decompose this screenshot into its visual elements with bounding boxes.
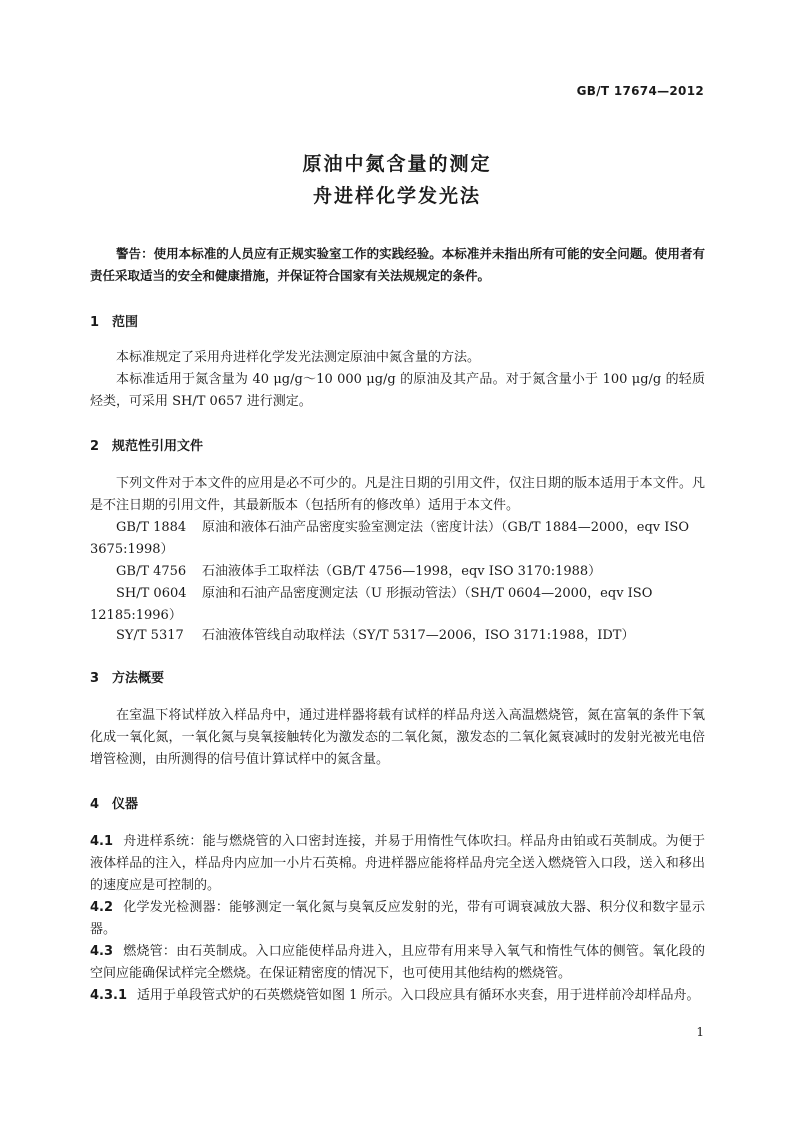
section-4-number: 4 [90,797,100,812]
section-3-heading [90,667,164,686]
reference-code: SH/T 0604 [116,586,187,601]
reference-item [90,517,705,561]
section-4-title: 仪器 [112,797,139,812]
clause-text: 燃烧管：由石英制成。入口应能使样品舟进入，且应带有用来导入氧气和惰性气体的侧管。氧化段的空间应能确保试样完全燃烧。在保证精密度的情况下，也可使用其他结构的燃烧管。 [90,944,705,981]
clause-4-2 [90,897,705,941]
section-2-number: 2 [90,439,100,454]
clause-text: 舟进样系统：能与燃烧管的入口密封连接，并易于用惰性气体吹扫。样品舟由铂或石英制成。为便于液体样品的注入，样品舟内应加一小片石英棉。舟进样器应能将样品舟完全送入燃烧管入口段，送入和移出的速度应是可控制的。 [90,834,705,893]
clause-4-3-1 [90,985,705,1007]
page-number: 1 [696,1025,704,1039]
section-1-para-2: 本标准适用于氮含量为 40 μg/g～10 000 μg/g 的原油及其产品。对于氮含量小于 100 μg/g 的轻质烃类，可采用 SH/T 0657 进行测定。 [90,372,705,409]
clause-4-3 [90,941,705,985]
section-3-number: 3 [90,671,100,686]
clause-number: 4.2 [90,900,114,915]
reference-text: 石油液体管线自动取样法（SY/T 5317—2006，ISO 3171:1988，IDT） [202,628,635,643]
document-title-line2: 舟进样化学发光法 [312,185,481,207]
clause-number: 4.3.1 [90,988,128,1003]
document-title-line1: 原油中氮含量的测定 [302,153,492,175]
reference-text: 石油液体手工取样法（GB/T 4756—1998，eqv ISO 3170:1988） [202,564,602,579]
reference-text: 原油和石油产品密度测定法（U 形振动管法）（SH/T 0604—2000，eqv ISO 12185:1996） [90,586,653,623]
reference-text: 原油和液体石油产品密度实验室测定法（密度计法）（GB/T 1884—2000，eqv ISO 3675:1998） [90,520,689,557]
section-1-title: 范围 [112,315,139,330]
warning-paragraph: 警告：使用本标准的人员应有正规实验室工作的实践经验。本标准并未指出所有可能的安全问题。使用者有责任采取适当的安全和健康措施，并保证符合国家有关法规规定的条件。 [90,246,705,283]
reference-item [90,625,705,647]
section-2-para-1: 下列文件对于本文件的应用是必不可少的。凡是注日期的引用文件，仅注日期的版本适用于本文件。凡是不注日期的引用文件，其最新版本（包括所有的修改单）适用于本文件。 [90,476,705,513]
reference-code: GB/T 4756 [116,564,187,579]
standard-number: GB/T 17674—2012 [576,84,704,98]
clause-text: 适用于单段管式炉的石英燃烧管如图 1 所示。入口段应具有循环水夹套，用于进样前冷却样品舟。 [137,988,700,1003]
clause-text: 化学发光检测器：能够测定一氧化氮与臭氧反应发射的光，带有可调衰减放大器、积分仪和数字显示器。 [90,900,705,937]
clause-4-1 [90,831,705,897]
section-3-para-1: 在室温下将试样放入样品舟中，通过进样器将载有试样的样品舟送入高温燃烧管，氮在富氧的条件下氧化成一氧化氮，一氧化氮与臭氧接触转化为激发态的二氧化氮，激发态的二氧化氮衰减时的发射光被光电倍增管检测，由所测得的信号值计算试样中的氮含量。 [90,708,705,767]
section-3-title: 方法概要 [112,671,165,686]
section-2-heading [90,435,203,454]
section-1-heading [90,311,138,330]
section-1-para-1: 本标准规定了采用舟进样化学发光法测定原油中氮含量的方法。 [116,350,481,365]
reference-item [90,561,705,583]
clause-number: 4.1 [90,834,114,849]
section-4-heading [90,793,138,812]
clause-number: 4.3 [90,944,114,959]
section-1-number: 1 [90,315,100,330]
reference-code: GB/T 1884 [116,520,187,535]
section-2-title: 规范性引用文件 [112,439,204,454]
reference-item [90,583,705,627]
reference-code: SY/T 5317 [116,628,184,643]
